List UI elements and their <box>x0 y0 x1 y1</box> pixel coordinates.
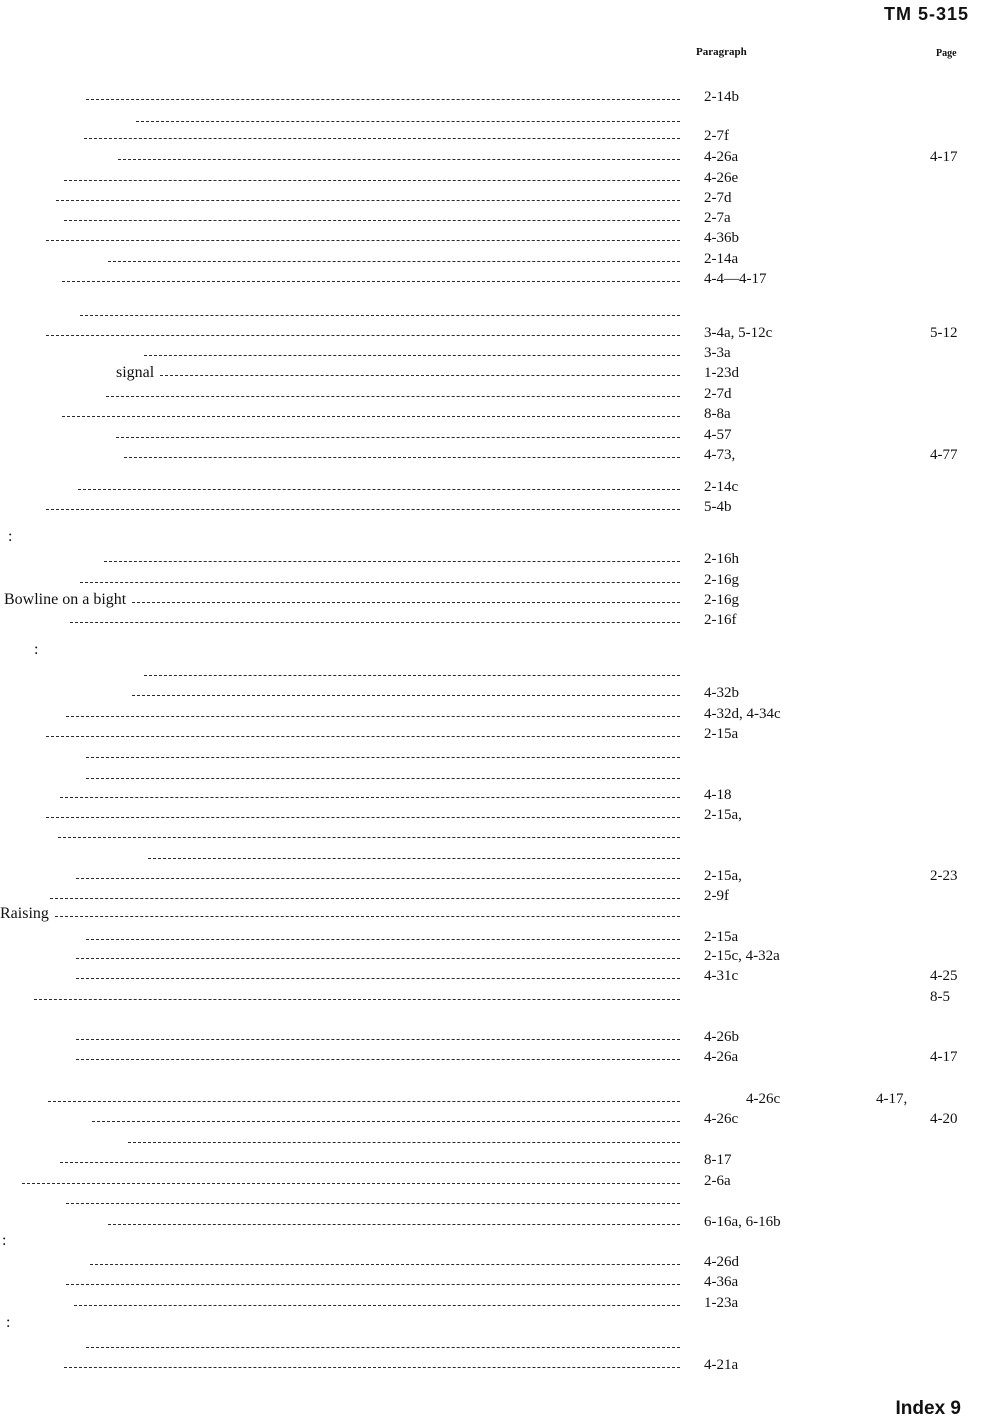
dot-leader <box>80 315 680 316</box>
paragraph-ref: 4-31c <box>704 968 739 984</box>
paragraph-ref: 4-26c <box>746 1091 781 1107</box>
dot-leader <box>118 159 680 160</box>
dot-leader <box>86 1347 680 1348</box>
dot-leader <box>46 509 680 510</box>
dot-leader <box>76 878 680 879</box>
entry-label: signal <box>116 364 155 381</box>
index-entry <box>0 1336 987 1354</box>
index-entry <box>0 550 987 568</box>
index-entry <box>0 1172 987 1190</box>
dot-leader <box>92 1121 680 1122</box>
dot-leader <box>50 898 680 899</box>
entry-label: : <box>2 1232 7 1249</box>
dot-leader <box>46 240 680 241</box>
index-entry <box>0 110 987 128</box>
index-entry <box>0 364 987 382</box>
index-entry <box>0 1213 987 1231</box>
page-ref: 8-5 <box>930 989 950 1005</box>
dot-leader <box>66 1203 680 1204</box>
paragraph-ref: 4-26a <box>704 149 739 165</box>
index-entry <box>0 1192 987 1210</box>
dot-leader <box>86 939 680 940</box>
paragraph-ref: 2-14b <box>704 89 739 105</box>
dot-leader <box>46 335 680 336</box>
paragraph-ref: 6-16a, 6-16b <box>704 1214 781 1230</box>
index-entry <box>0 867 987 885</box>
paragraph-ref: 4-36a <box>704 1274 739 1290</box>
paragraph-ref: 4-18 <box>704 787 732 803</box>
page-ref: 4-17 <box>930 149 958 165</box>
paragraph-ref: 2-15a <box>704 929 739 945</box>
dot-leader <box>76 1059 680 1060</box>
index-entry <box>0 705 987 723</box>
index-entry <box>0 270 987 288</box>
dot-leader <box>104 561 680 562</box>
paragraph-ref: 3-3a <box>704 345 731 361</box>
dot-leader <box>46 736 680 737</box>
dot-leader <box>64 220 680 221</box>
dot-leader <box>128 1142 680 1143</box>
dot-leader <box>56 200 680 201</box>
page-ref: 4-20 <box>930 1111 958 1127</box>
page-ref: 4-25 <box>930 968 958 984</box>
index-entry <box>0 1273 987 1291</box>
index-entry <box>0 209 987 227</box>
document-id: TM 5-315 <box>883 4 969 24</box>
paragraph-ref: 2-16f <box>704 612 737 628</box>
index-entry <box>0 1028 987 1046</box>
dot-leader <box>116 437 680 438</box>
paragraph-ref: 2-6a <box>704 1173 731 1189</box>
dot-leader <box>80 582 680 583</box>
index-entry <box>0 169 987 187</box>
dot-leader <box>76 958 680 959</box>
dot-leader <box>60 1162 680 1163</box>
paragraph-ref: 3-4a, 5-12c <box>704 325 773 341</box>
paragraph-ref: 4-26d <box>704 1254 739 1270</box>
paragraph-ref: 2-14c <box>704 479 739 495</box>
index-entry <box>0 1253 987 1271</box>
paragraph-ref: 4-21a <box>704 1357 739 1373</box>
entry-label: Bowline on a bight <box>4 591 127 608</box>
index-entry <box>0 725 987 743</box>
dot-leader <box>86 99 680 100</box>
dot-leader <box>106 396 680 397</box>
dot-leader <box>86 757 680 758</box>
dot-leader <box>124 457 680 458</box>
index-entry <box>0 1110 987 1128</box>
paragraph-ref: 2-7d <box>704 190 732 206</box>
index-entry <box>0 826 987 844</box>
dot-leader <box>70 622 680 623</box>
paragraph-ref: 4-26b <box>704 1029 739 1045</box>
paragraph-ref: 2-15c, 4-32a <box>704 948 780 964</box>
index-entry <box>0 426 987 444</box>
index-entry <box>0 664 987 682</box>
dot-leader <box>66 1284 680 1285</box>
index-entry <box>0 88 987 106</box>
index-entry <box>0 304 987 322</box>
dot-leader <box>76 978 680 979</box>
index-entry <box>0 847 987 865</box>
page-ref: 4-77 <box>930 447 958 463</box>
dot-leader <box>64 180 680 181</box>
index-entry <box>0 684 987 702</box>
index-entry <box>0 1356 987 1374</box>
index-entry <box>0 887 987 905</box>
paragraph-ref: 4-57 <box>704 427 732 443</box>
dot-leader <box>132 602 680 603</box>
entry-label: : <box>34 641 39 658</box>
index-entry <box>0 746 987 764</box>
page-ref: 4-17 <box>930 1049 958 1065</box>
paragraph-ref: 8-17 <box>704 1152 732 1168</box>
dot-leader <box>148 858 680 859</box>
index-entry <box>0 591 987 609</box>
dot-leader <box>76 1039 680 1040</box>
index-entry <box>0 571 987 589</box>
paragraph-ref: 2-15a <box>704 726 739 742</box>
page-ref: 2-23 <box>930 868 958 884</box>
dot-leader <box>55 916 680 917</box>
paragraph-ref: 4-4—4-17 <box>704 271 767 287</box>
index-entry <box>0 148 987 166</box>
paragraph-ref: 4-73, <box>704 447 736 463</box>
page-column-header: Page <box>936 48 957 59</box>
index-entry <box>0 1151 987 1169</box>
dot-leader <box>108 1224 680 1225</box>
index-entry <box>0 928 987 946</box>
index-entry <box>0 189 987 207</box>
paragraph-ref: 1-23d <box>704 365 739 381</box>
dot-leader <box>34 999 680 1000</box>
dot-leader <box>132 695 680 696</box>
index-entry <box>0 806 987 824</box>
dot-leader <box>144 355 680 356</box>
paragraph-ref: 8-8a <box>704 406 731 422</box>
entry-label: : <box>6 1314 11 1331</box>
dot-leader <box>62 281 680 282</box>
index-entry <box>0 611 987 629</box>
index-entry <box>0 324 987 342</box>
paragraph-ref: 4-26c <box>704 1111 739 1127</box>
paragraph-ref: 2-16g <box>704 572 739 588</box>
paragraph-ref: 4-26e <box>704 170 739 186</box>
paragraph-ref: 2-9f <box>704 888 729 904</box>
index-entry <box>0 947 987 965</box>
index-entry <box>0 1131 987 1149</box>
dot-leader <box>66 716 680 717</box>
paragraph-ref: 2-16h <box>704 551 739 567</box>
index-entry <box>0 385 987 403</box>
index-entry <box>0 498 987 516</box>
dot-leader <box>48 1101 680 1102</box>
index-entry <box>0 905 987 923</box>
dot-leader <box>86 778 680 779</box>
index-entry <box>0 405 987 423</box>
dot-leader <box>160 375 680 376</box>
paragraph-ref: 5-4b <box>704 499 732 515</box>
index-entry <box>0 988 987 1006</box>
page-ref: 5-12 <box>930 325 958 341</box>
index-entry <box>0 967 987 985</box>
index-entry <box>0 1232 987 1250</box>
dot-leader <box>62 416 680 417</box>
paragraph-ref: 4-32d, 4-34c <box>704 706 781 722</box>
paragraph-ref: 2-15a, <box>704 868 742 884</box>
paragraph-ref: 1-23a <box>704 1295 739 1311</box>
page-footer: Index 9 <box>895 1398 961 1419</box>
paragraph-ref: 2-16g <box>704 592 739 608</box>
index-entry <box>0 344 987 362</box>
paragraph-ref: 4-26a <box>704 1049 739 1065</box>
index-entry <box>0 229 987 247</box>
index-entry <box>0 786 987 804</box>
index-entry <box>0 250 987 268</box>
dot-leader <box>60 797 680 798</box>
index-entry <box>0 127 987 145</box>
paragraph-column-header: Paragraph <box>696 46 747 58</box>
paragraph-ref: 4-36b <box>704 230 739 246</box>
paragraph-ref: 2-7f <box>704 128 729 144</box>
index-entry <box>0 641 987 659</box>
index-entry <box>0 528 987 546</box>
paragraph-ref: 2-15a, <box>704 807 742 823</box>
index-entry <box>0 1294 987 1312</box>
index-entry <box>0 1314 987 1332</box>
dot-leader <box>46 817 680 818</box>
index-entry <box>0 1048 987 1066</box>
paragraph-ref: 2-14a <box>704 251 739 267</box>
paragraph-ref: 2-7a <box>704 210 731 226</box>
paragraph-ref: 2-7d <box>704 386 732 402</box>
entry-label: : <box>8 528 13 545</box>
dot-leader <box>90 1264 680 1265</box>
index-entry <box>0 1090 987 1108</box>
paragraph-ref: 4-32b <box>704 685 739 701</box>
entry-label: Raising <box>0 905 49 922</box>
dot-leader <box>144 675 680 676</box>
dot-leader <box>22 1183 680 1184</box>
dot-leader <box>78 489 680 490</box>
index-entry <box>0 478 987 496</box>
dot-leader <box>74 1305 680 1306</box>
index-entry <box>0 767 987 785</box>
dot-leader <box>58 837 680 838</box>
dot-leader <box>136 121 680 122</box>
index-entry <box>0 446 987 464</box>
dot-leader <box>108 261 680 262</box>
dot-leader <box>84 138 680 139</box>
page-ref: 4-17, <box>876 1091 908 1107</box>
dot-leader <box>64 1367 680 1368</box>
